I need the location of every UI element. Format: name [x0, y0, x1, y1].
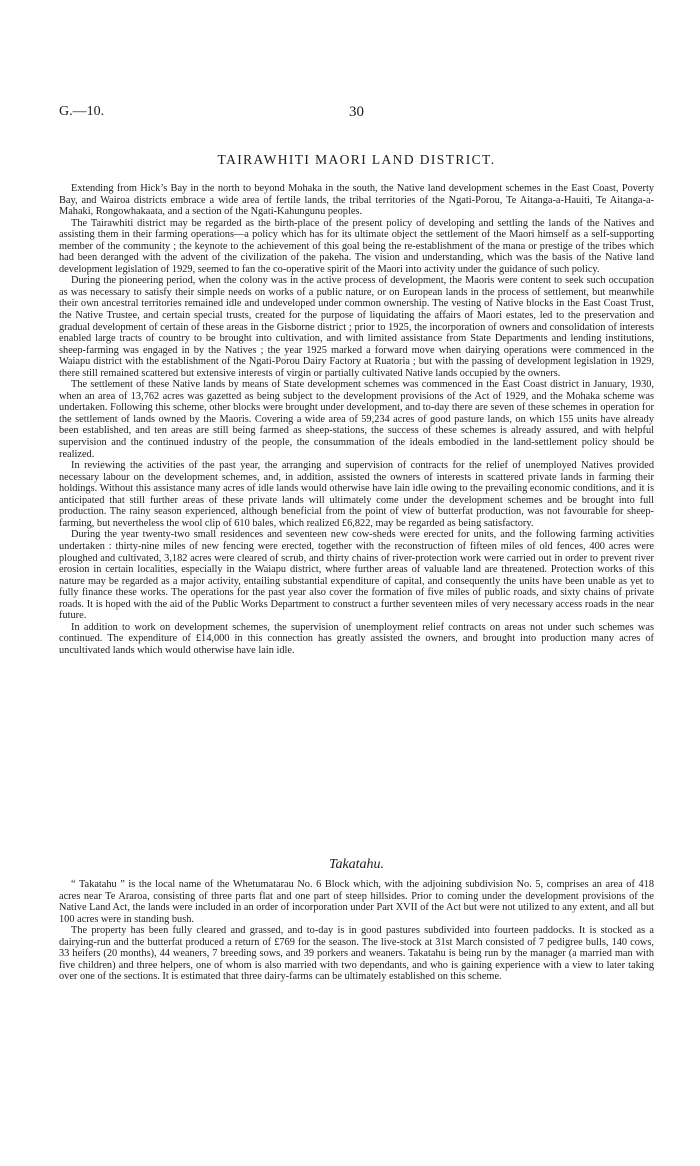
takatahu-section-body — [59, 879, 654, 983]
paragraph: In addition to work on development schemes, the supervision of unemployment relief contracts on areas not under such schemes was continued. The expenditure of £14,000 in this connection has greatly assisted the owners, and brought into production many acres of uncultivated lands which would otherwise have lain idle. — [59, 621, 654, 656]
district-section-body — [59, 183, 654, 656]
page-number: 30 — [349, 104, 364, 120]
page-header — [59, 104, 654, 124]
paragraph: During the pioneering period, when the colony was in the active process of development, the Maoris were content to seek such occupation as was necessary to satisfy their simple needs on works of a public nature, or on European lands in the process of settlement, but meanwhile their own ancestral territories remained idle and undeveloped under common ownership. The vesting of Native blocks in the East Coast Trust, the Native Trustee, and certain special trusts, created for the purpose of liquidating the affairs of Maori estates, led to the preservation and gradual development of certain of these areas in the Gisborne district ; prior to 1925, the incorporation of owners and consolidation of interests enabled large tracts of country to be brought into cultivation, and with limited assistance from State Departments and lending institutions, sheep-farming was engaged in by the Natives ; the year 1925 marked a forward move when dairying operations were commenced in the Waiapu district with the establishment of the Ngati-Porou Dairy Factory at Ruatoria ; but with the passing of development legislation in 1929, there still remained scattered but extensive interests of virgin or partially cultivated Native lands occupied by the owners. — [59, 275, 654, 379]
page-title: TAIRAWHITI MAORI LAND DISTRICT. — [217, 152, 496, 167]
paragraph: Extending from Hick’s Bay in the north to beyond Mohaka in the south, the Native land development schemes in the East Coast, Poverty Bay, and Wairoa districts embrace a wide area of fertile lands, the tribal territories of the Ngati-Porou, Te Aitanga-a-Hauiti, Te Aitanga-a-Mahaki, Rongowhakaata, and a section of the Ngati-Kahungunu peoples. — [59, 183, 654, 218]
paragraph: “ Takatahu ” is the local name of the Whetumatarau No. 6 Block which, with the adjoining subdivision No. 5, comprises an area of 418 acres near Te Araroa, consisting of three parts flat and one part of steep hillsides. Prior to coming under the development provisions of the Native Land Act, the lands were included in an order of incorporation under Part XVII of the Act but were not utilized to any extent, and all but 100 acres were in standing bush. — [59, 879, 654, 925]
paragraph: The property has been fully cleared and grassed, and to-day is in good pastures subdivided into fourteen paddocks. It is stocked as a dairying-run and the butterfat produced a return of £769 for the season. The live-stock at 31st March consisted of 7 pedigree bulls, 140 cows, 33 heifers (20 months), 44 weaners, 7 breeding sows, and 39 porkers and weaners. Takatahu is being run by the manager (a married man with five children) and three helpers, one of whom is also married with two dependants, and who is gaining experience with a view to later taking over one of the sections. It is estimated that three dairy-farms can be ultimately established on this scheme. — [59, 925, 654, 983]
paragraph: During the year twenty-two small residences and seventeen new cow-sheds were erected for units, and the following farming activities undertaken : thirty-nine miles of new fencing were erected, together with the reconstruction of fifteen miles of old fences, 400 acres were ploughed and cultivated, 3,182 acres were cleared of scrub, and thirty chains of river-protection work were carried out in order to prevent river erosion in certain localities, especially in the Waiapu district, where further areas of valuable land are threatened. Protection works of this nature may be regarded as a major activity, entailing substantial expenditure of capital, and consequently the units have been unable as yet to fully finance these works. The operations for the past year also cover the formation of five miles of public roads, and sixty chains of private roads. It is hoped with the aid of the Public Works Department to construct a further seventeen miles of very necessary access roads in the near future. — [59, 529, 654, 622]
paragraph: The Tairawhiti district may be regarded as the birth-place of the present policy of developing and settling the lands of the Natives and assisting them in their farming operations—a policy which has for its ultimate object the settlement of the Maori himself as a self-supporting member of the community ; the keynote to the achievement of this goal being the re-establishment of the mana or prestige of the tribes which had been deranged with the advent of the civilization of the pakeha. The vision and understanding, which was the basis of the Native land development legislation of 1929, seemed to fan the co-operative spirit of the Maori into activity under the guidance of such policy. — [59, 217, 654, 275]
paragraph: The settlement of these Native lands by means of State development schemes was commenced in the East Coast district in January, 1930, when an area of 13,762 acres was gazetted as being subject to the development provisions of the Act of 1929, and the Mohaka scheme was undertaken. Following this scheme, other blocks were brought under development, and to-day there are seven of these schemes in operation for the settlement of lands owned by the Maoris. Covering a wide area of 59,234 acres of good pasture lands, on which 155 units have already been established, and ten areas are still being farmed as sheep-stations, the success of these schemes is already assured, and with helpful supervision and the continued industry of the people, the consummation of the ideals embodied in the land-settlement policy should be realized. — [59, 379, 654, 460]
paragraph: In reviewing the activities of the past year, the arranging and supervision of contracts for the relief of unemployed Natives provided necessary labour on the development schemes, and, in addition, assisted the owners of interests in scattered private lands in farming their holdings. Without this assistance many acres of idle lands would otherwise have lain idle owing to the prevailing economic conditions, and it is anticipated that still further areas of these private lands will ultimately come under the development schemes and be brought into full production. The rainy season experienced, although beneficial from the point of view of butterfat production, was not favourable for sheep-farming, but nevertheless the wool clip of 610 bales, which realized £6,822, may be regarded as being satisfactory. — [59, 460, 654, 529]
section-heading: Takatahu. — [328, 857, 385, 872]
document-code: G.—10. — [59, 104, 105, 119]
